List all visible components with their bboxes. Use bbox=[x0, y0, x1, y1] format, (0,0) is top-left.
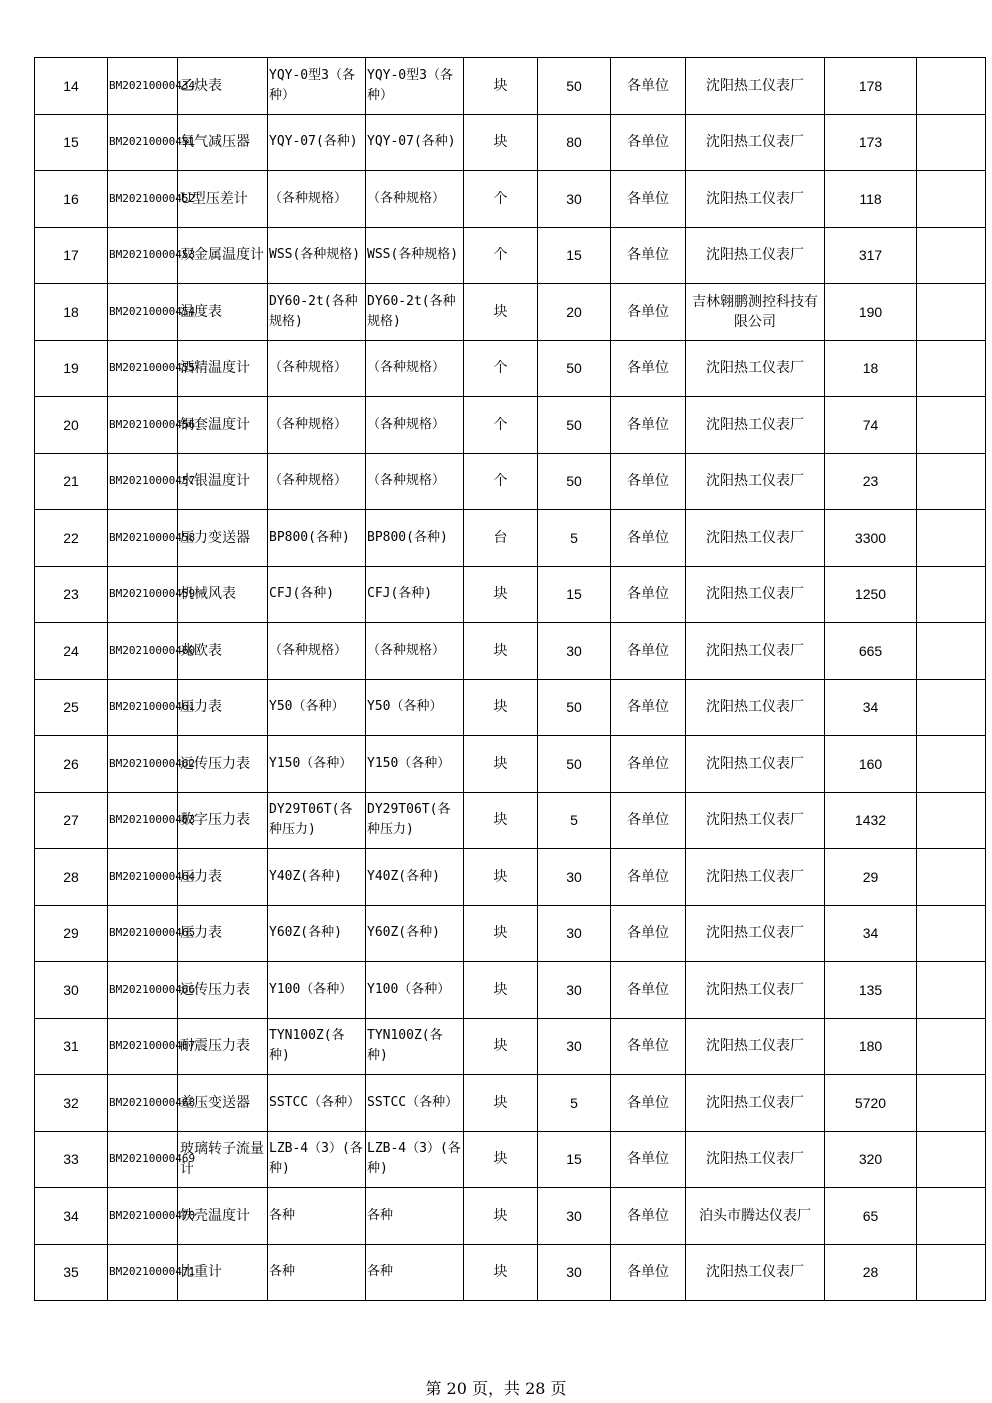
quantity-cell: 50 bbox=[538, 453, 611, 510]
model-cell: TYN100Z(各种) bbox=[366, 1018, 464, 1075]
price-cell: 34 bbox=[825, 679, 917, 736]
row-number-cell: 16 bbox=[35, 171, 108, 228]
scope-cell: 各单位 bbox=[611, 397, 686, 454]
table-body bbox=[35, 58, 986, 1301]
price-cell: 18 bbox=[825, 340, 917, 397]
note-cell bbox=[917, 849, 986, 906]
table-row bbox=[35, 1244, 986, 1301]
specification-cell: Y150（各种） bbox=[268, 736, 366, 793]
model-cell: （各种规格） bbox=[366, 453, 464, 510]
price-cell: 29 bbox=[825, 849, 917, 906]
unit-cell: 块 bbox=[464, 1188, 538, 1245]
unit-cell: 块 bbox=[464, 905, 538, 962]
table-row bbox=[35, 679, 986, 736]
unit-cell: 个 bbox=[464, 397, 538, 454]
scope-cell: 各单位 bbox=[611, 227, 686, 284]
price-cell: 173 bbox=[825, 114, 917, 171]
note-cell bbox=[917, 58, 986, 115]
table-row bbox=[35, 566, 986, 623]
model-cell: DY29T06T(各种压力) bbox=[366, 792, 464, 849]
row-number-cell: 34 bbox=[35, 1188, 108, 1245]
material-code-cell: BM20210000463 bbox=[108, 792, 178, 849]
row-number-cell: 32 bbox=[35, 1075, 108, 1132]
model-cell: 各种 bbox=[366, 1188, 464, 1245]
model-cell: WSS(各种规格) bbox=[366, 227, 464, 284]
manufacturer-cell: 沈阳热工仪表厂 bbox=[686, 792, 825, 849]
price-cell: 74 bbox=[825, 397, 917, 454]
item-name-cell: 水银温度计 bbox=[178, 453, 268, 510]
table-row bbox=[35, 736, 986, 793]
model-cell: YQY-0型3（各种） bbox=[366, 58, 464, 115]
scope-cell: 各单位 bbox=[611, 284, 686, 341]
table-row bbox=[35, 397, 986, 454]
manufacturer-cell: 沈阳热工仪表厂 bbox=[686, 849, 825, 906]
unit-cell: 个 bbox=[464, 227, 538, 284]
specification-cell: （各种规格） bbox=[268, 171, 366, 228]
row-number-cell: 18 bbox=[35, 284, 108, 341]
item-name-cell: 兆欧表 bbox=[178, 623, 268, 680]
price-cell: 320 bbox=[825, 1131, 917, 1188]
scope-cell: 各单位 bbox=[611, 1188, 686, 1245]
model-cell: Y150（各种） bbox=[366, 736, 464, 793]
material-code-cell: BM20210000471 bbox=[108, 1244, 178, 1301]
material-code-cell: BM20210000461 bbox=[108, 679, 178, 736]
specification-cell: Y100（各种） bbox=[268, 962, 366, 1019]
manufacturer-cell: 沈阳热工仪表厂 bbox=[686, 736, 825, 793]
item-name-cell: 铁壳温度计 bbox=[178, 1188, 268, 1245]
price-cell: 178 bbox=[825, 58, 917, 115]
unit-cell: 块 bbox=[464, 1075, 538, 1132]
specification-cell: YQY-07(各种) bbox=[268, 114, 366, 171]
item-name-cell: 机械风表 bbox=[178, 566, 268, 623]
note-cell bbox=[917, 284, 986, 341]
quantity-cell: 30 bbox=[538, 623, 611, 680]
quantity-cell: 5 bbox=[538, 1075, 611, 1132]
price-cell: 23 bbox=[825, 453, 917, 510]
material-code-cell: BM20210000457 bbox=[108, 453, 178, 510]
material-code-cell: BM20210000458 bbox=[108, 510, 178, 567]
price-cell: 135 bbox=[825, 962, 917, 1019]
item-name-cell: 温度表 bbox=[178, 284, 268, 341]
unit-cell: 块 bbox=[464, 792, 538, 849]
table-row bbox=[35, 58, 986, 115]
table-row bbox=[35, 1075, 986, 1132]
table-row bbox=[35, 849, 986, 906]
price-cell: 1250 bbox=[825, 566, 917, 623]
note-cell bbox=[917, 566, 986, 623]
row-number-cell: 14 bbox=[35, 58, 108, 115]
scope-cell: 各单位 bbox=[611, 792, 686, 849]
note-cell bbox=[917, 1188, 986, 1245]
note-cell bbox=[917, 792, 986, 849]
unit-cell: 台 bbox=[464, 510, 538, 567]
table-row bbox=[35, 623, 986, 680]
specification-cell: DY60-2t(各种规格) bbox=[268, 284, 366, 341]
scope-cell: 各单位 bbox=[611, 736, 686, 793]
material-code-cell: BM20210000452 bbox=[108, 171, 178, 228]
specification-cell: （各种规格） bbox=[268, 340, 366, 397]
manufacturer-cell: 沈阳热工仪表厂 bbox=[686, 114, 825, 171]
unit-cell: 块 bbox=[464, 736, 538, 793]
item-name-cell: 耐震压力表 bbox=[178, 1018, 268, 1075]
note-cell bbox=[917, 227, 986, 284]
note-cell bbox=[917, 397, 986, 454]
material-code-cell: BM20210000456 bbox=[108, 397, 178, 454]
unit-cell: 块 bbox=[464, 1244, 538, 1301]
scope-cell: 各单位 bbox=[611, 171, 686, 228]
item-name-cell: 远传压力表 bbox=[178, 962, 268, 1019]
note-cell bbox=[917, 1244, 986, 1301]
quantity-cell: 50 bbox=[538, 58, 611, 115]
item-name-cell: 压力表 bbox=[178, 679, 268, 736]
table-row bbox=[35, 227, 986, 284]
scope-cell: 各单位 bbox=[611, 114, 686, 171]
note-cell bbox=[917, 510, 986, 567]
specification-cell: （各种规格） bbox=[268, 453, 366, 510]
table-row bbox=[35, 1131, 986, 1188]
unit-cell: 个 bbox=[464, 171, 538, 228]
specification-cell: （各种规格） bbox=[268, 397, 366, 454]
manufacturer-cell: 沈阳热工仪表厂 bbox=[686, 1244, 825, 1301]
scope-cell: 各单位 bbox=[611, 905, 686, 962]
row-number-cell: 22 bbox=[35, 510, 108, 567]
price-cell: 3300 bbox=[825, 510, 917, 567]
table-row bbox=[35, 905, 986, 962]
manufacturer-cell: 沈阳热工仪表厂 bbox=[686, 58, 825, 115]
row-number-cell: 23 bbox=[35, 566, 108, 623]
model-cell: Y100（各种） bbox=[366, 962, 464, 1019]
row-number-cell: 19 bbox=[35, 340, 108, 397]
unit-cell: 个 bbox=[464, 340, 538, 397]
manufacturer-cell: 沈阳热工仪表厂 bbox=[686, 453, 825, 510]
item-name-cell: 差压变送器 bbox=[178, 1075, 268, 1132]
price-cell: 1432 bbox=[825, 792, 917, 849]
material-code-cell: BM20210000460 bbox=[108, 623, 178, 680]
model-cell: YQY-07(各种) bbox=[366, 114, 464, 171]
quantity-cell: 30 bbox=[538, 849, 611, 906]
quantity-cell: 80 bbox=[538, 114, 611, 171]
manufacturer-cell: 沈阳热工仪表厂 bbox=[686, 1075, 825, 1132]
price-cell: 317 bbox=[825, 227, 917, 284]
note-cell bbox=[917, 905, 986, 962]
price-cell: 665 bbox=[825, 623, 917, 680]
price-list-table bbox=[34, 57, 986, 1301]
specification-cell: （各种规格） bbox=[268, 623, 366, 680]
price-cell: 180 bbox=[825, 1018, 917, 1075]
manufacturer-cell: 沈阳热工仪表厂 bbox=[686, 623, 825, 680]
item-name-cell: 酒精温度计 bbox=[178, 340, 268, 397]
specification-cell: CFJ(各种) bbox=[268, 566, 366, 623]
item-name-cell: 压力变送器 bbox=[178, 510, 268, 567]
unit-cell: 块 bbox=[464, 679, 538, 736]
price-cell: 34 bbox=[825, 905, 917, 962]
note-cell bbox=[917, 340, 986, 397]
specification-cell: Y50（各种） bbox=[268, 679, 366, 736]
scope-cell: 各单位 bbox=[611, 58, 686, 115]
scope-cell: 各单位 bbox=[611, 1244, 686, 1301]
scope-cell: 各单位 bbox=[611, 962, 686, 1019]
row-number-cell: 29 bbox=[35, 905, 108, 962]
unit-cell: 块 bbox=[464, 566, 538, 623]
specification-cell: BP800(各种) bbox=[268, 510, 366, 567]
model-cell: （各种规格） bbox=[366, 171, 464, 228]
row-number-cell: 20 bbox=[35, 397, 108, 454]
manufacturer-cell: 沈阳热工仪表厂 bbox=[686, 1131, 825, 1188]
model-cell: （各种规格） bbox=[366, 397, 464, 454]
manufacturer-cell: 沈阳热工仪表厂 bbox=[686, 340, 825, 397]
material-code-cell: BM20210000465 bbox=[108, 905, 178, 962]
table-row bbox=[35, 510, 986, 567]
table-row bbox=[35, 114, 986, 171]
scope-cell: 各单位 bbox=[611, 1075, 686, 1132]
material-code-cell: BM20210000467 bbox=[108, 1018, 178, 1075]
item-name-cell: 压力表 bbox=[178, 849, 268, 906]
material-code-cell: BM20210000469 bbox=[108, 1131, 178, 1188]
scope-cell: 各单位 bbox=[611, 453, 686, 510]
note-cell bbox=[917, 453, 986, 510]
quantity-cell: 30 bbox=[538, 1188, 611, 1245]
quantity-cell: 15 bbox=[538, 566, 611, 623]
unit-cell: 块 bbox=[464, 623, 538, 680]
table-row bbox=[35, 962, 986, 1019]
manufacturer-cell: 沈阳热工仪表厂 bbox=[686, 962, 825, 1019]
row-number-cell: 26 bbox=[35, 736, 108, 793]
unit-cell: 块 bbox=[464, 114, 538, 171]
item-name-cell: 铜套温度计 bbox=[178, 397, 268, 454]
specification-cell: 各种 bbox=[268, 1188, 366, 1245]
note-cell bbox=[917, 114, 986, 171]
unit-cell: 块 bbox=[464, 58, 538, 115]
model-cell: SSTCC（各种） bbox=[366, 1075, 464, 1132]
quantity-cell: 30 bbox=[538, 1018, 611, 1075]
manufacturer-cell: 沈阳热工仪表厂 bbox=[686, 1018, 825, 1075]
item-name-cell: 数字压力表 bbox=[178, 792, 268, 849]
unit-cell: 块 bbox=[464, 1018, 538, 1075]
material-code-cell: BM20210000468 bbox=[108, 1075, 178, 1132]
note-cell bbox=[917, 962, 986, 1019]
table-row bbox=[35, 340, 986, 397]
material-code-cell: BM20210000451 bbox=[108, 114, 178, 171]
table-row bbox=[35, 1188, 986, 1245]
model-cell: BP800(各种) bbox=[366, 510, 464, 567]
model-cell: 各种 bbox=[366, 1244, 464, 1301]
quantity-cell: 30 bbox=[538, 171, 611, 228]
note-cell bbox=[917, 171, 986, 228]
quantity-cell: 30 bbox=[538, 1244, 611, 1301]
material-code-cell: BM20210000462 bbox=[108, 736, 178, 793]
note-cell bbox=[917, 623, 986, 680]
model-cell: （各种规格） bbox=[366, 340, 464, 397]
note-cell bbox=[917, 736, 986, 793]
scope-cell: 各单位 bbox=[611, 566, 686, 623]
row-number-cell: 31 bbox=[35, 1018, 108, 1075]
table-row bbox=[35, 453, 986, 510]
row-number-cell: 35 bbox=[35, 1244, 108, 1301]
quantity-cell: 30 bbox=[538, 962, 611, 1019]
item-name-cell: 压力表 bbox=[178, 905, 268, 962]
row-number-cell: 27 bbox=[35, 792, 108, 849]
price-cell: 160 bbox=[825, 736, 917, 793]
note-cell bbox=[917, 1131, 986, 1188]
table-row bbox=[35, 792, 986, 849]
model-cell: CFJ(各种) bbox=[366, 566, 464, 623]
specification-cell: TYN100Z(各种) bbox=[268, 1018, 366, 1075]
scope-cell: 各单位 bbox=[611, 679, 686, 736]
material-code-cell: BM20210000453 bbox=[108, 227, 178, 284]
model-cell: Y40Z(各种) bbox=[366, 849, 464, 906]
row-number-cell: 28 bbox=[35, 849, 108, 906]
row-number-cell: 15 bbox=[35, 114, 108, 171]
manufacturer-cell: 沈阳热工仪表厂 bbox=[686, 510, 825, 567]
model-cell: Y60Z(各种) bbox=[366, 905, 464, 962]
unit-cell: 块 bbox=[464, 1131, 538, 1188]
row-number-cell: 30 bbox=[35, 962, 108, 1019]
quantity-cell: 5 bbox=[538, 510, 611, 567]
material-code-cell: BM20210000455 bbox=[108, 340, 178, 397]
item-name-cell: 乙炔表 bbox=[178, 58, 268, 115]
item-name-cell: 双金属温度计 bbox=[178, 227, 268, 284]
price-cell: 190 bbox=[825, 284, 917, 341]
model-cell: Y50（各种） bbox=[366, 679, 464, 736]
specification-cell: YQY-0型3（各种） bbox=[268, 58, 366, 115]
manufacturer-cell: 沈阳热工仪表厂 bbox=[686, 397, 825, 454]
quantity-cell: 50 bbox=[538, 397, 611, 454]
price-cell: 65 bbox=[825, 1188, 917, 1245]
manufacturer-cell: 沈阳热工仪表厂 bbox=[686, 679, 825, 736]
quantity-cell: 50 bbox=[538, 340, 611, 397]
quantity-cell: 15 bbox=[538, 1131, 611, 1188]
specification-cell: Y60Z(各种) bbox=[268, 905, 366, 962]
specification-cell: WSS(各种规格) bbox=[268, 227, 366, 284]
specification-cell: DY29T06T(各种压力) bbox=[268, 792, 366, 849]
manufacturer-cell: 沈阳热工仪表厂 bbox=[686, 905, 825, 962]
price-cell: 28 bbox=[825, 1244, 917, 1301]
row-number-cell: 25 bbox=[35, 679, 108, 736]
item-name-cell: 玻璃转子流量计 bbox=[178, 1131, 268, 1188]
quantity-cell: 5 bbox=[538, 792, 611, 849]
material-code-cell: BM20210000434 bbox=[108, 58, 178, 115]
specification-cell: SSTCC（各种） bbox=[268, 1075, 366, 1132]
quantity-cell: 30 bbox=[538, 905, 611, 962]
scope-cell: 各单位 bbox=[611, 1018, 686, 1075]
row-number-cell: 24 bbox=[35, 623, 108, 680]
quantity-cell: 20 bbox=[538, 284, 611, 341]
table-row bbox=[35, 171, 986, 228]
unit-cell: 块 bbox=[464, 962, 538, 1019]
note-cell bbox=[917, 1018, 986, 1075]
item-name-cell: 氧气减压器 bbox=[178, 114, 268, 171]
material-code-cell: BM20210000466 bbox=[108, 962, 178, 1019]
row-number-cell: 21 bbox=[35, 453, 108, 510]
specification-cell: 各种 bbox=[268, 1244, 366, 1301]
unit-cell: 个 bbox=[464, 453, 538, 510]
material-code-cell: BM20210000459 bbox=[108, 566, 178, 623]
manufacturer-cell: 泊头市腾达仪表厂 bbox=[686, 1188, 825, 1245]
unit-cell: 块 bbox=[464, 849, 538, 906]
quantity-cell: 15 bbox=[538, 227, 611, 284]
note-cell bbox=[917, 679, 986, 736]
table-row bbox=[35, 284, 986, 341]
note-cell bbox=[917, 1075, 986, 1132]
manufacturer-cell: 吉林翱鹏测控科技有限公司 bbox=[686, 284, 825, 341]
quantity-cell: 50 bbox=[538, 679, 611, 736]
specification-cell: Y40Z(各种) bbox=[268, 849, 366, 906]
scope-cell: 各单位 bbox=[611, 510, 686, 567]
unit-cell: 块 bbox=[464, 284, 538, 341]
item-name-cell: 比重计 bbox=[178, 1244, 268, 1301]
price-cell: 118 bbox=[825, 171, 917, 228]
table-row bbox=[35, 1018, 986, 1075]
row-number-cell: 17 bbox=[35, 227, 108, 284]
model-cell: DY60-2t(各种规格) bbox=[366, 284, 464, 341]
manufacturer-cell: 沈阳热工仪表厂 bbox=[686, 171, 825, 228]
model-cell: （各种规格） bbox=[366, 623, 464, 680]
scope-cell: 各单位 bbox=[611, 1131, 686, 1188]
material-code-cell: BM20210000454 bbox=[108, 284, 178, 341]
manufacturer-cell: 沈阳热工仪表厂 bbox=[686, 566, 825, 623]
price-cell: 5720 bbox=[825, 1075, 917, 1132]
page-number: 第 20 页，共 28 页 bbox=[425, 1379, 567, 1398]
material-code-cell: BM20210000464 bbox=[108, 849, 178, 906]
scope-cell: 各单位 bbox=[611, 340, 686, 397]
row-number-cell: 33 bbox=[35, 1131, 108, 1188]
specification-cell: LZB-4（3）(各种) bbox=[268, 1131, 366, 1188]
scope-cell: 各单位 bbox=[611, 623, 686, 680]
material-code-cell: BM20210000470 bbox=[108, 1188, 178, 1245]
item-name-cell: 远传压力表 bbox=[178, 736, 268, 793]
item-name-cell: U型压差计 bbox=[178, 171, 268, 228]
model-cell: LZB-4（3）(各种) bbox=[366, 1131, 464, 1188]
manufacturer-cell: 沈阳热工仪表厂 bbox=[686, 227, 825, 284]
quantity-cell: 50 bbox=[538, 736, 611, 793]
scope-cell: 各单位 bbox=[611, 849, 686, 906]
